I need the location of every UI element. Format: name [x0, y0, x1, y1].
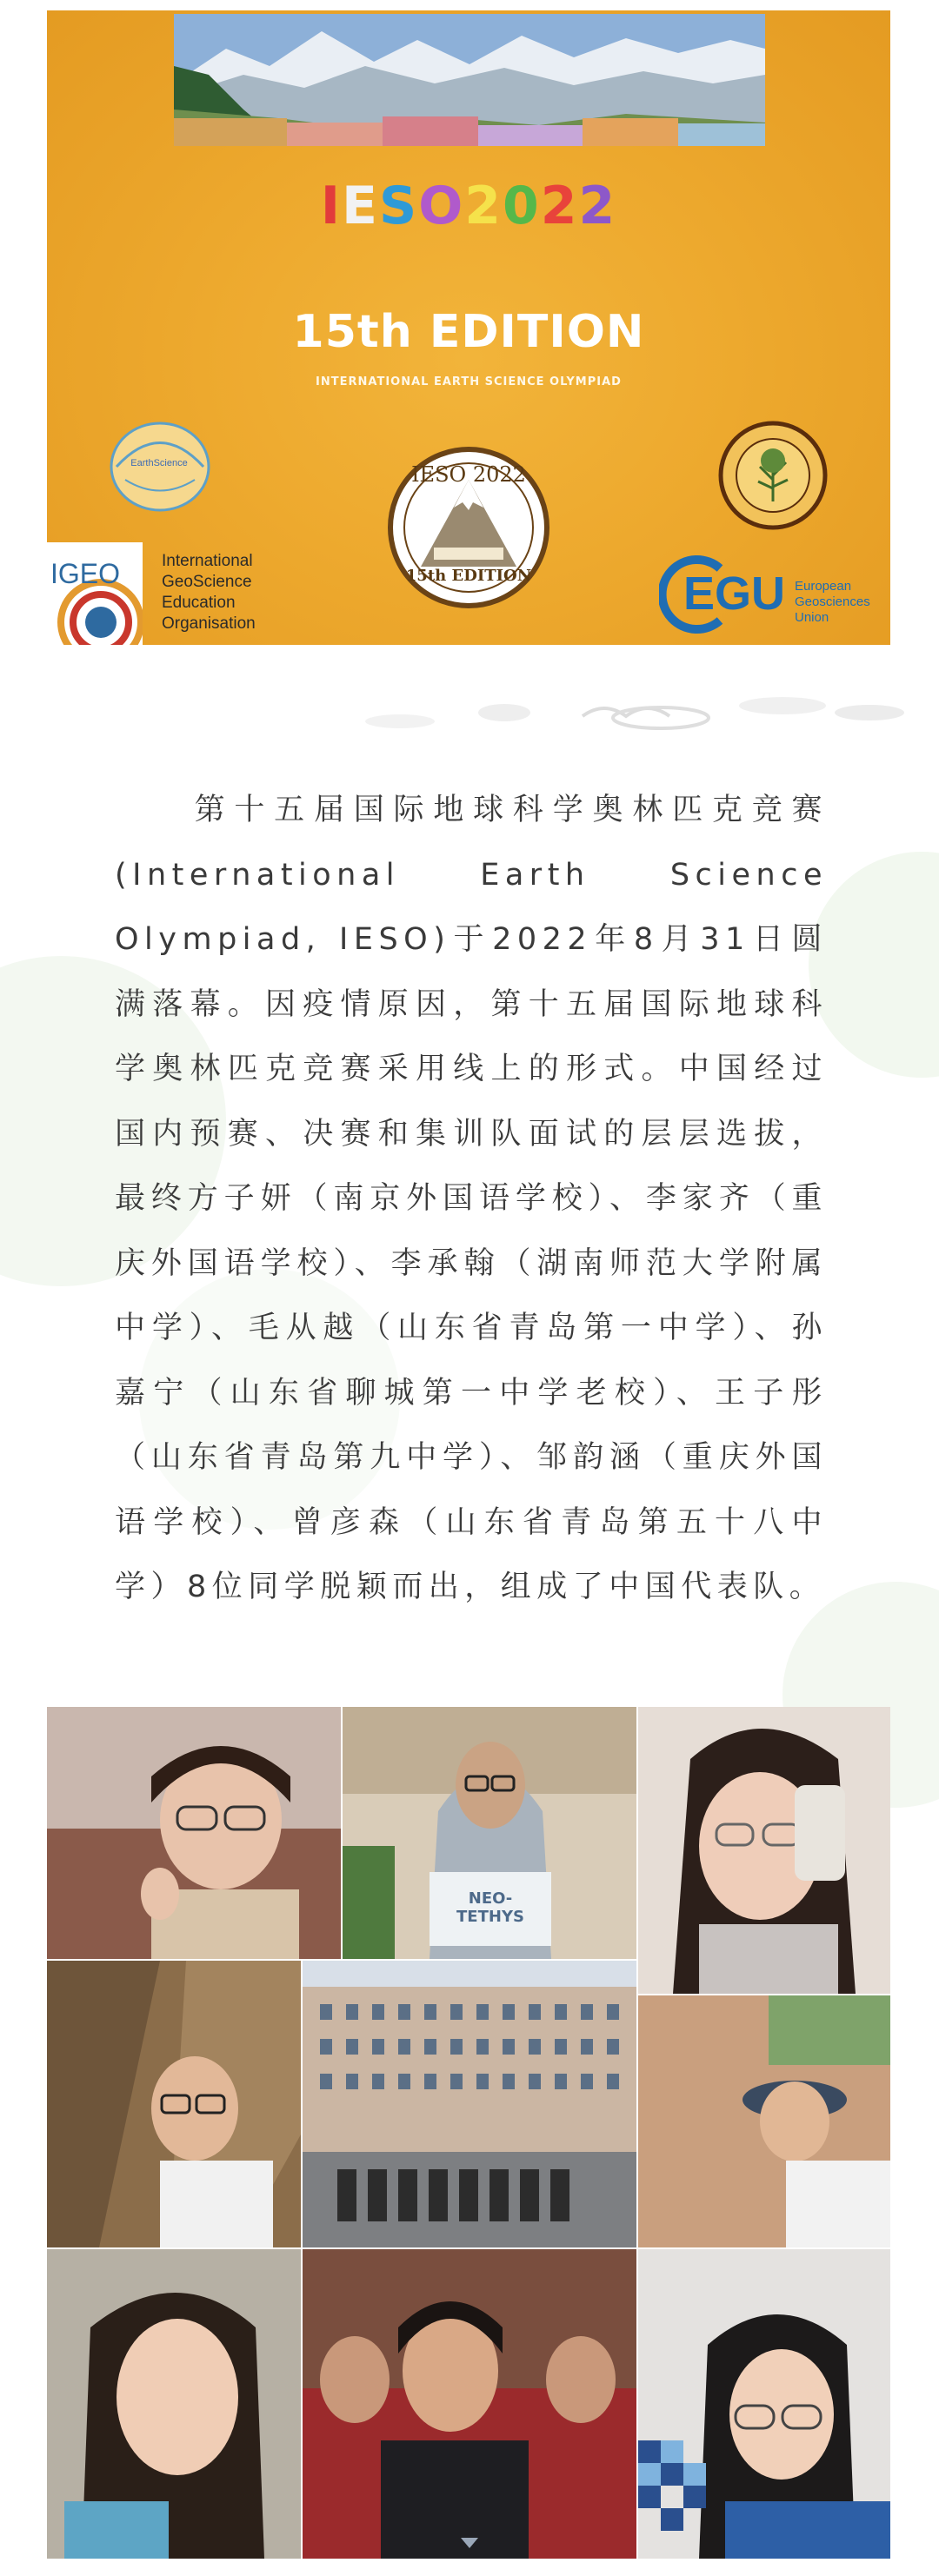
team-member-photo	[638, 1995, 890, 2247]
igeo-logo	[47, 542, 308, 645]
team-member-photo	[303, 2249, 636, 2559]
mountain-landscape	[174, 14, 765, 146]
igeo-org-line: International	[162, 552, 253, 570]
igeo-org-name	[162, 551, 256, 634]
cloud-divider-decoration	[365, 687, 922, 739]
seal-bottom-text: 15th EDITION	[405, 567, 532, 585]
team-member-photo	[638, 2249, 890, 2559]
igeo-mark: IGEO	[50, 558, 121, 589]
title-letter: 2	[464, 176, 503, 236]
title-letter: 0	[503, 176, 541, 236]
seal-top-text: IESO 2022	[411, 462, 526, 487]
team-member-photo	[47, 1707, 341, 1959]
edition-heading: 15th EDITION	[292, 306, 645, 358]
igeo-org-line: Organisation	[162, 614, 256, 633]
team-member-photo	[47, 1961, 301, 2247]
egu-logo	[666, 551, 883, 638]
earthscience-logo-label: EarthScience	[130, 458, 188, 468]
national-seal-logo	[716, 419, 829, 532]
team-group-photo	[303, 1961, 636, 2247]
egu-org-line: Geosciences	[795, 594, 870, 609]
egu-mark: EGU	[683, 568, 786, 620]
title-letter: 2	[540, 176, 579, 236]
egu-org-line: European	[795, 579, 852, 594]
article-paragraph: 第十五届国际地球科学奥林匹克竞赛(International Earth Science Olympiad, IESO)于2022年8月31日圆满落幕。因疫情原因，第十五届国际地球科学奥林匹克竞赛采用线上的形式。中国经过国内预赛、决赛和集训队面试的层层选拔，最终方子妍（南京外国语学校）、李家齐（重庆外国语学校）、李承翰（湖南师范大学附属中学）、毛从越（山东省青岛第一中学）、孙嘉宁（山东省聊城第一中学老校）、王子彤（山东省青岛第九中学）、邹韵涵（重庆外国语学校）、曾彦森（山东省青岛第五十八中学）8位同学脱颖而出，组成了中国代表队。	[115, 793, 828, 1604]
title-letter: 2	[578, 176, 617, 236]
team-photo-collage	[47, 1707, 890, 2559]
igeo-org-line: Education	[162, 594, 236, 612]
chevron-down-icon	[461, 2538, 478, 2548]
edition-subtitle: INTERNATIONAL EARTH SCIENCE OLYMPIAD	[316, 375, 622, 388]
team-member-photo	[343, 1707, 636, 1959]
neo-tethys-sign: NEO-TETHYS	[456, 1889, 524, 1926]
ieso-banner-image	[47, 10, 890, 645]
egu-org-name	[795, 579, 870, 626]
igeo-org-line: GeoScience	[162, 573, 252, 591]
igeo-mark-box	[47, 542, 143, 645]
ieso-2022-title	[47, 176, 890, 236]
team-member-photo	[47, 2249, 301, 2559]
team-member-photo	[638, 1707, 890, 1994]
title-letter: O	[418, 176, 465, 236]
title-letter: E	[342, 176, 380, 236]
egu-org-line: Union	[795, 610, 829, 625]
background-blob	[809, 852, 939, 1078]
title-letter: I	[320, 176, 343, 236]
title-letter: S	[379, 176, 419, 236]
